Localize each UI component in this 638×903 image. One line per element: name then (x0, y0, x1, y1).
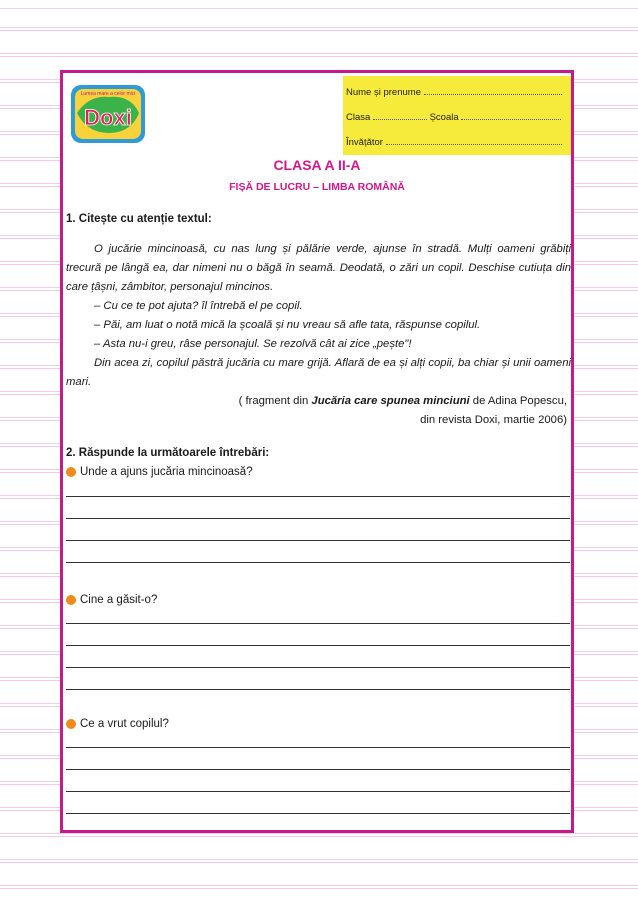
answer-line[interactable] (66, 667, 570, 668)
name-label: Nume și prenume (346, 87, 421, 98)
answer-line[interactable] (66, 813, 570, 814)
answer-line[interactable] (66, 791, 570, 792)
class-label: Clasa (346, 112, 371, 123)
name-row (346, 85, 562, 99)
logo-tagline: Lumea mare a celor mici (80, 91, 136, 97)
section-1-heading: 1. Citește cu atenție textul: (66, 213, 212, 225)
source-prefix: ( fragment din (238, 395, 309, 407)
worksheet-subtitle: FIȘĂ DE LUCRU – LIMBA ROMÂNĂ (229, 181, 405, 193)
answer-line[interactable] (66, 645, 570, 646)
student-info-box (343, 76, 571, 155)
answer-line[interactable] (66, 747, 570, 748)
question-item (66, 718, 169, 730)
question-item (66, 466, 253, 478)
answer-line[interactable] (66, 689, 570, 690)
class-school-row (346, 110, 561, 124)
source-author: de Adina Popescu, (472, 395, 567, 407)
question-text: Cine a găsit-o? (80, 594, 158, 606)
answer-line[interactable] (66, 518, 570, 519)
answer-line[interactable] (66, 562, 570, 563)
story-text (66, 240, 571, 392)
story-source (147, 392, 567, 430)
story-dialogue-line: – Păi, am luat o notă mică la școală și nu vreau să afle tata, răspunse copilul. (94, 319, 481, 331)
question-text: Ce a vrut copilul? (80, 718, 169, 730)
teacher-row (346, 135, 562, 149)
class-field[interactable] (373, 110, 427, 120)
answer-line[interactable] (66, 769, 570, 770)
name-field[interactable] (424, 85, 562, 95)
answer-line[interactable] (66, 496, 570, 497)
section-2-heading: 2. Răspunde la următoarele întrebări: (66, 447, 270, 459)
story-paragraph: Din acea zi, copilul păstră jucăria cu mare grijă. Aflară de ea și alți copii, ba chiar și unii oameni mari. (66, 357, 571, 388)
bullet-dot-icon (66, 595, 76, 605)
answer-line[interactable] (66, 540, 570, 541)
logo-wordmark: Doxi (84, 105, 132, 130)
teacher-label: Învățător (346, 137, 383, 148)
school-label: Școala (429, 112, 459, 123)
teacher-field[interactable] (386, 135, 562, 145)
bullet-dot-icon (66, 719, 76, 729)
story-dialogue-line: – Asta nu-i greu, râse personajul. Se rezolvă cât ai zice „pește"! (94, 338, 412, 350)
source-line-2: din revista Doxi, martie 2006) (420, 414, 567, 426)
story-paragraph: O jucărie mincinoasă, cu nas lung și pălărie verde, ajunse în stradă. Mulți oameni grăbiți trecură pe lângă ea, dar nimeni nu o băgă în seamă. Deodată, o zări un copil. Deschise cutiuța din care țâșni, zâmbitor, personajul mincinos. (66, 243, 571, 293)
source-work-title: Jucăria care spunea minciuni (311, 395, 470, 407)
question-item (66, 594, 157, 606)
story-dialogue-line: – Cu ce te pot ajuta? îl întrebă el pe copil. (94, 300, 303, 312)
bullet-dot-icon (66, 467, 76, 477)
doxi-logo (69, 83, 147, 145)
answer-line[interactable] (66, 623, 570, 624)
worksheet-title: CLASA A II-A (273, 157, 361, 173)
school-field[interactable] (461, 110, 561, 120)
source-line-1 (147, 392, 567, 411)
question-text: Unde a ajuns jucăria mincinoasă? (80, 466, 253, 478)
worksheet-frame (60, 70, 574, 833)
